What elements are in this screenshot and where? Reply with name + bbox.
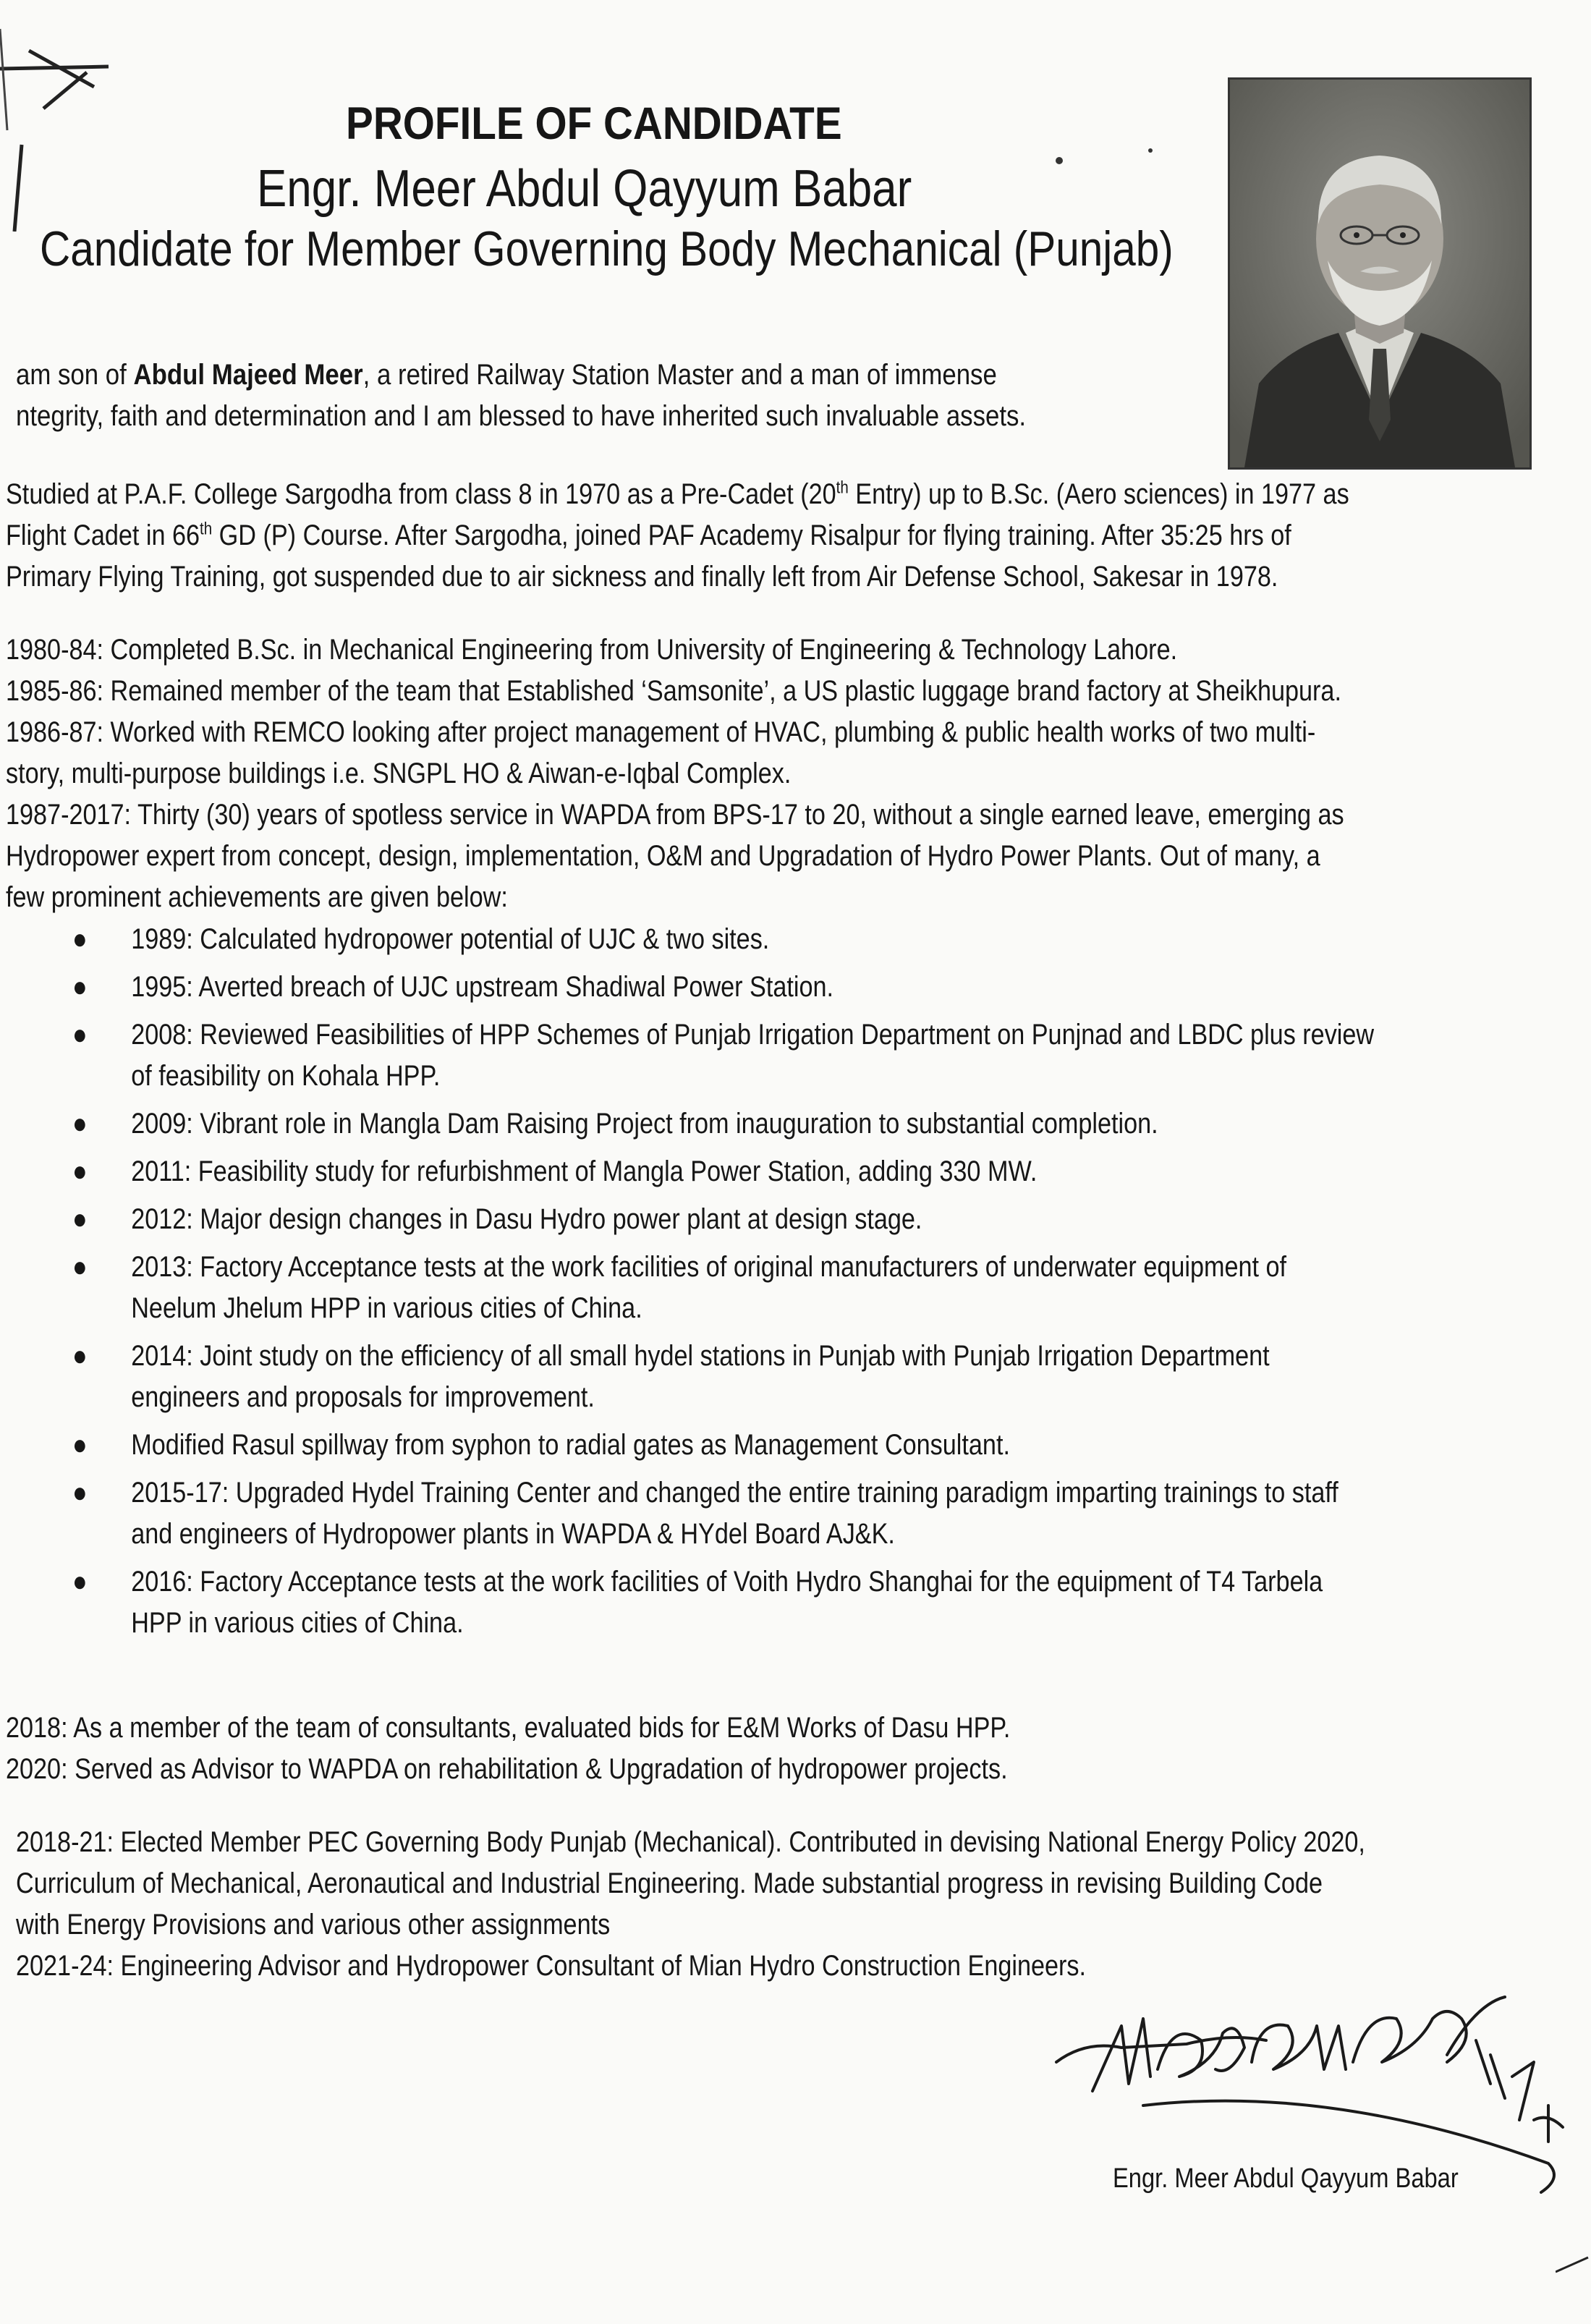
education-text: GD (P) Course. After Sargodha, joined PAF Academy Risalpur for flying training. After 35:25 hrs of	[212, 519, 1291, 551]
bullet-icon: ●	[72, 1019, 88, 1051]
candidacy-line: Candidate for Member Governing Body Mechanical (Punjab)	[40, 221, 1174, 276]
father-name: Abdul Majeed Meer	[133, 359, 363, 391]
later-line: 2020: Served as Advisor to WAPDA on rehabilitation & Upgradation of hydropower projects.	[6, 1753, 1008, 1785]
list-item	[72, 1103, 1374, 1145]
achievement-text: Neelum Jhelum HPP in various cities of China.	[131, 1292, 642, 1324]
intro-line-1	[16, 355, 1026, 396]
achievements-list	[72, 919, 1374, 1644]
pec-line: 2021-24: Engineering Advisor and Hydropower Consultant of Mian Hydro Construction Engineers.	[16, 1950, 1087, 1982]
list-item	[72, 919, 1374, 960]
education-text: Entry) up to B.Sc. (Aero sciences) in 1977 as	[848, 478, 1349, 510]
superscript: th	[836, 478, 849, 498]
bullet-icon: ●	[72, 1203, 88, 1235]
bullet-icon: ●	[72, 1566, 88, 1598]
achievement-text: 2009: Vibrant role in Mangla Dam Raising Project from inauguration to substantial completion.	[131, 1108, 1158, 1140]
scan-artifact	[1556, 2250, 1591, 2279]
achievement-text: 1989: Calculated hydropower potential of UJC & two sites.	[131, 923, 770, 955]
history-line: 1980-84: Completed B.Sc. in Mechanical Engineering from University of Engineering & Technology Lahore.	[6, 634, 1178, 666]
superscript: th	[200, 519, 213, 539]
candidate-name: Engr. Meer Abdul Qayyum Babar	[257, 160, 912, 218]
education-line-3: Primary Flying Training, got suspended due to air sickness and finally left from Air Defense School, Sakesar in 1978.	[6, 561, 1278, 593]
achievement-text: engineers and proposals for improvement.	[131, 1381, 595, 1413]
intro-line-2: ntegrity, faith and determination and I am blessed to have inherited such invaluable assets.	[16, 400, 1027, 432]
achievement-text: 1995: Averted breach of UJC upstream Shadiwal Power Station.	[131, 971, 834, 1003]
achievement-text: of feasibility on Kohala HPP.	[131, 1060, 441, 1092]
scan-artifact	[0, 0, 130, 232]
achievement-text: Modified Rasul spillway from syphon to radial gates as Management Consultant.	[131, 1429, 1010, 1461]
history-line: story, multi-purpose buildings i.e. SNGPL HO & Aiwan-e-Iqbal Complex.	[6, 758, 792, 789]
history-line: 1987-2017: Thirty (30) years of spotless service in WAPDA from BPS-17 to 20, without a single earned leave, emerging as	[6, 799, 1344, 831]
list-item	[72, 1247, 1374, 1329]
list-item	[72, 1014, 1374, 1097]
achievement-text: HPP in various cities of China.	[131, 1607, 464, 1639]
achievement-text: 2012: Major design changes in Dasu Hydro power plant at design stage.	[131, 1203, 922, 1235]
list-item	[72, 1472, 1374, 1555]
list-item	[72, 1561, 1374, 1644]
bullet-icon: ●	[72, 1429, 88, 1461]
later-roles	[6, 1708, 1010, 1790]
bullet-icon: ●	[72, 971, 88, 1003]
list-item	[72, 1199, 1374, 1240]
scan-specks	[1049, 145, 1165, 174]
education-line-2	[6, 515, 1349, 556]
history-line: few prominent achievements are given below:	[6, 881, 508, 913]
pec-paragraph	[16, 1822, 1365, 1987]
list-item	[72, 1425, 1374, 1466]
bullet-icon: ●	[72, 1251, 88, 1283]
bullet-icon: ●	[72, 1477, 88, 1509]
achievement-text: 2011: Feasibility study for refurbishment of Mangla Power Station, adding 330 MW.	[131, 1155, 1038, 1187]
pec-line: 2018-21: Elected Member PEC Governing Body Punjab (Mechanical). Contributed in devising National Energy Policy 2020,	[16, 1826, 1365, 1858]
bullet-icon: ●	[72, 1108, 88, 1140]
list-item	[72, 1151, 1374, 1192]
candidate-photo	[1228, 77, 1532, 470]
education-paragraph	[6, 474, 1349, 598]
education-text: Studied at P.A.F. College Sargodha from class 8 in 1970 as a Pre-Cadet (20	[6, 478, 836, 510]
bullet-icon: ●	[72, 923, 88, 955]
page-title: PROFILE OF CANDIDATE	[346, 98, 842, 149]
history-line: 1985-86: Remained member of the team that Established ‘Samsonite’, a US plastic luggage brand factory at Sheikhupura.	[6, 675, 1341, 707]
achievement-text: 2016: Factory Acceptance tests at the work facilities of Voith Hydro Shanghai for the equipment of T4 Tarbela	[131, 1566, 1323, 1598]
handwritten-signature	[1042, 1975, 1577, 2236]
achievement-text: 2008: Reviewed Feasibilities of HPP Schemes of Punjab Irrigation Department on Punjnad and LBDC plus review	[131, 1019, 1375, 1051]
achievement-text: and engineers of Hydropower plants in WAPDA & HYdel Board AJ&K.	[131, 1518, 895, 1550]
list-item	[72, 1336, 1374, 1418]
bullet-icon: ●	[72, 1155, 88, 1187]
intro-paragraph	[16, 355, 1026, 437]
achievement-text: 2015-17: Upgraded Hydel Training Center and changed the entire training paradigm imparting trainings to staff	[131, 1477, 1338, 1509]
signature-name: Engr. Meer Abdul Qayyum Babar	[1113, 2163, 1459, 2194]
list-item	[72, 967, 1374, 1008]
achievement-text: 2014: Joint study on the efficiency of all small hydel stations in Punjab with Punjab Irrigation Department	[131, 1340, 1270, 1372]
bullet-icon: ●	[72, 1340, 88, 1372]
history-line: 1986-87: Worked with REMCO looking after project management of HVAC, plumbing & public health works of two multi-	[6, 716, 1316, 748]
later-line: 2018: As a member of the team of consultants, evaluated bids for E&M Works of Dasu HPP.	[6, 1712, 1011, 1744]
pec-line: with Energy Provisions and various other assignments	[16, 1909, 611, 1941]
education-text: Flight Cadet in 66	[6, 519, 200, 551]
history-line: Hydropower expert from concept, design, implementation, O&M and Upgradation of Hydro Power Plants. Out of many, a	[6, 840, 1320, 872]
achievement-text: 2013: Factory Acceptance tests at the work facilities of original manufacturers of underwater equipment of	[131, 1251, 1287, 1283]
career-history	[6, 629, 1344, 918]
intro-text: am son of	[16, 359, 134, 391]
pec-line: Curriculum of Mechanical, Aeronautical and Industrial Engineering. Made substantial progress in revising Building Code	[16, 1867, 1323, 1899]
education-line-1	[6, 474, 1349, 515]
intro-text: , a retired Railway Station Master and a man of immense	[362, 359, 997, 391]
